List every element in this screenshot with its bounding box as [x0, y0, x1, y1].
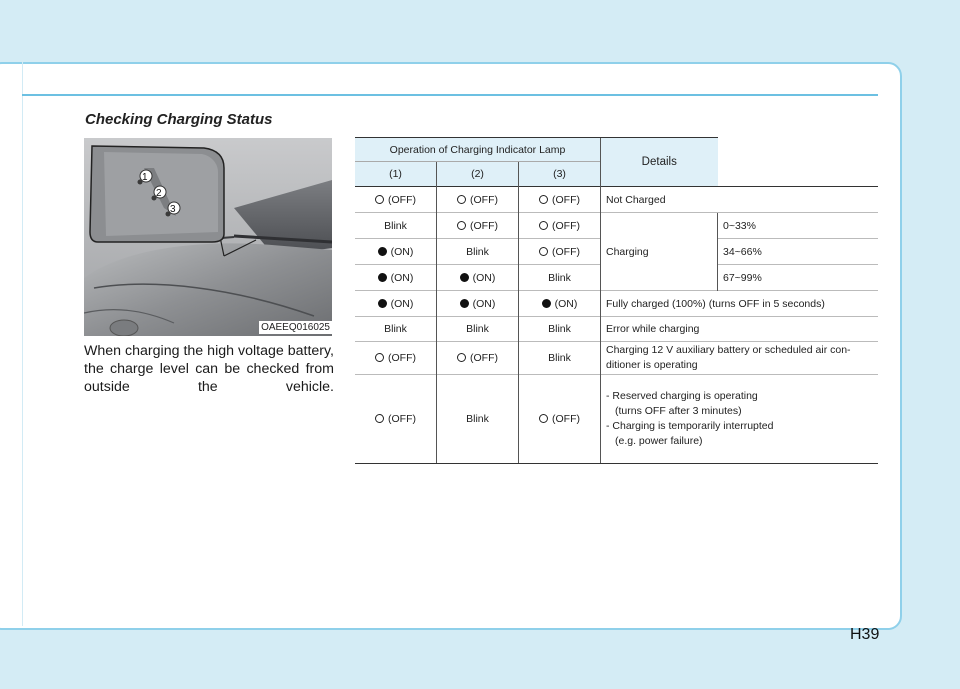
lamp-cell	[437, 265, 519, 291]
lamp-state-label: (OFF)	[552, 245, 580, 258]
vehicle-figure	[84, 138, 332, 336]
detail-line: Charging 12 V auxiliary battery or scheduled air con-	[606, 344, 851, 356]
lamp-off-icon	[375, 195, 384, 204]
table-row	[355, 342, 878, 375]
header-col-3: (3)	[519, 162, 601, 187]
table-row	[355, 213, 878, 239]
lamp-cell	[437, 239, 519, 265]
lamp-state-label: (OFF)	[470, 219, 498, 232]
charging-status-table	[355, 137, 878, 464]
lamp-cell	[519, 239, 601, 265]
section-title: Checking Charging Status	[85, 111, 273, 128]
lamp-cell	[355, 291, 437, 317]
lamp-cell	[437, 291, 519, 317]
lamp-cell	[355, 265, 437, 291]
lamp-cell	[355, 375, 437, 464]
detail-cell	[601, 375, 879, 464]
lamp-state-label: (OFF)	[552, 413, 580, 425]
lamp-cell	[355, 239, 437, 265]
header-rule	[22, 94, 878, 96]
detail-cell: 0~33%	[718, 213, 879, 239]
table-header-row	[355, 138, 878, 162]
detail-line: - Charging is temporarily interrupted	[606, 420, 774, 432]
lamp-state-label: (OFF)	[388, 193, 416, 206]
lamp-cell	[355, 213, 437, 239]
header-col-2: (2)	[437, 162, 519, 187]
lamp-off-icon	[539, 247, 548, 256]
detail-cell: Fully charged (100%) (turns OFF in 5 seconds)	[601, 291, 879, 317]
lamp-state-label: (ON)	[390, 245, 414, 258]
lamp-off-icon	[457, 221, 466, 230]
lamp-state-label: (ON)	[390, 297, 414, 310]
lamp-state-label: Blink	[384, 323, 407, 335]
lamp-off-icon	[539, 221, 548, 230]
lamp-state-label: Blink	[466, 245, 489, 258]
lamp-off-icon	[539, 414, 548, 423]
lamp-state-label: (OFF)	[470, 193, 498, 206]
body-paragraph: When charging the high voltage battery, the charge level can be checked from outside the vehicle.	[84, 343, 334, 395]
detail-group-cell: Charging	[601, 213, 718, 291]
callout-1: 1	[142, 172, 148, 183]
lamp-state-label: (OFF)	[388, 352, 416, 364]
table-row	[355, 291, 878, 317]
lamp-cell	[519, 213, 601, 239]
lamp-cell	[519, 265, 601, 291]
detail-line: ditioner is operating	[606, 359, 698, 371]
lamp-cell	[519, 342, 601, 375]
lamp-state-label: Blink	[466, 413, 489, 425]
lamp-on-icon	[378, 273, 387, 282]
lamp-cell	[437, 187, 519, 213]
lamp-cell	[437, 213, 519, 239]
header-operation: Operation of Charging Indicator Lamp	[355, 138, 601, 162]
lamp-off-icon	[375, 353, 384, 362]
vehicle-illustration	[84, 138, 332, 336]
lamp-state-label: (OFF)	[552, 193, 580, 206]
callout-2: 2	[156, 188, 162, 199]
lamp-state-label: Blink	[384, 219, 407, 232]
detail-line: (turns OFF after 3 minutes)	[615, 405, 742, 417]
detail-cell: Error while charging	[601, 317, 879, 342]
lamp-state-label: Blink	[548, 352, 571, 364]
lamp-state-label: (ON)	[472, 297, 496, 310]
lamp-cell	[355, 187, 437, 213]
lamp-on-icon	[378, 247, 387, 256]
lamp-on-icon	[460, 273, 469, 282]
callout-3: 3	[170, 204, 176, 215]
lamp-state-label: (OFF)	[552, 219, 580, 232]
lamp-cell	[437, 375, 519, 464]
table-row	[355, 317, 878, 342]
lamp-cell	[437, 342, 519, 375]
lamp-cell	[355, 342, 437, 375]
detail-line: - Reserved charging is operating	[606, 390, 758, 402]
lamp-state-label: Blink	[548, 323, 571, 335]
lamp-cell	[437, 317, 519, 342]
figure-code: OAEEQ016025	[261, 322, 330, 333]
detail-cell	[601, 342, 879, 375]
lamp-cell	[519, 291, 601, 317]
lamp-cell	[519, 375, 601, 464]
lamp-state-label: (OFF)	[470, 352, 498, 364]
header-details: Details	[601, 138, 718, 187]
lamp-on-icon	[542, 299, 551, 308]
lamp-state-label: (ON)	[390, 271, 414, 284]
left-margin-line	[22, 62, 23, 626]
lamp-state-label: Blink	[466, 323, 489, 335]
detail-cell: 67~99%	[718, 265, 879, 291]
lamp-state-label: Blink	[548, 271, 571, 284]
lamp-state-label: (ON)	[472, 271, 496, 284]
detail-cell: 34~66%	[718, 239, 879, 265]
header-col-1: (1)	[355, 162, 437, 187]
lamp-on-icon	[378, 299, 387, 308]
detail-line: (e.g. power failure)	[615, 435, 703, 447]
lamp-off-icon	[457, 195, 466, 204]
lamp-cell	[355, 317, 437, 342]
lamp-cell	[519, 187, 601, 213]
table-body	[355, 187, 878, 464]
detail-cell: Not Charged	[601, 187, 879, 213]
table-row	[355, 187, 878, 213]
page-number: H39	[850, 626, 880, 643]
lamp-off-icon	[539, 195, 548, 204]
table-row	[355, 375, 878, 464]
lamp-on-icon	[460, 299, 469, 308]
lamp-off-icon	[375, 414, 384, 423]
lamp-off-icon	[457, 353, 466, 362]
lamp-cell	[519, 317, 601, 342]
lamp-state-label: (OFF)	[388, 413, 416, 425]
lamp-state-label: (ON)	[554, 297, 578, 310]
